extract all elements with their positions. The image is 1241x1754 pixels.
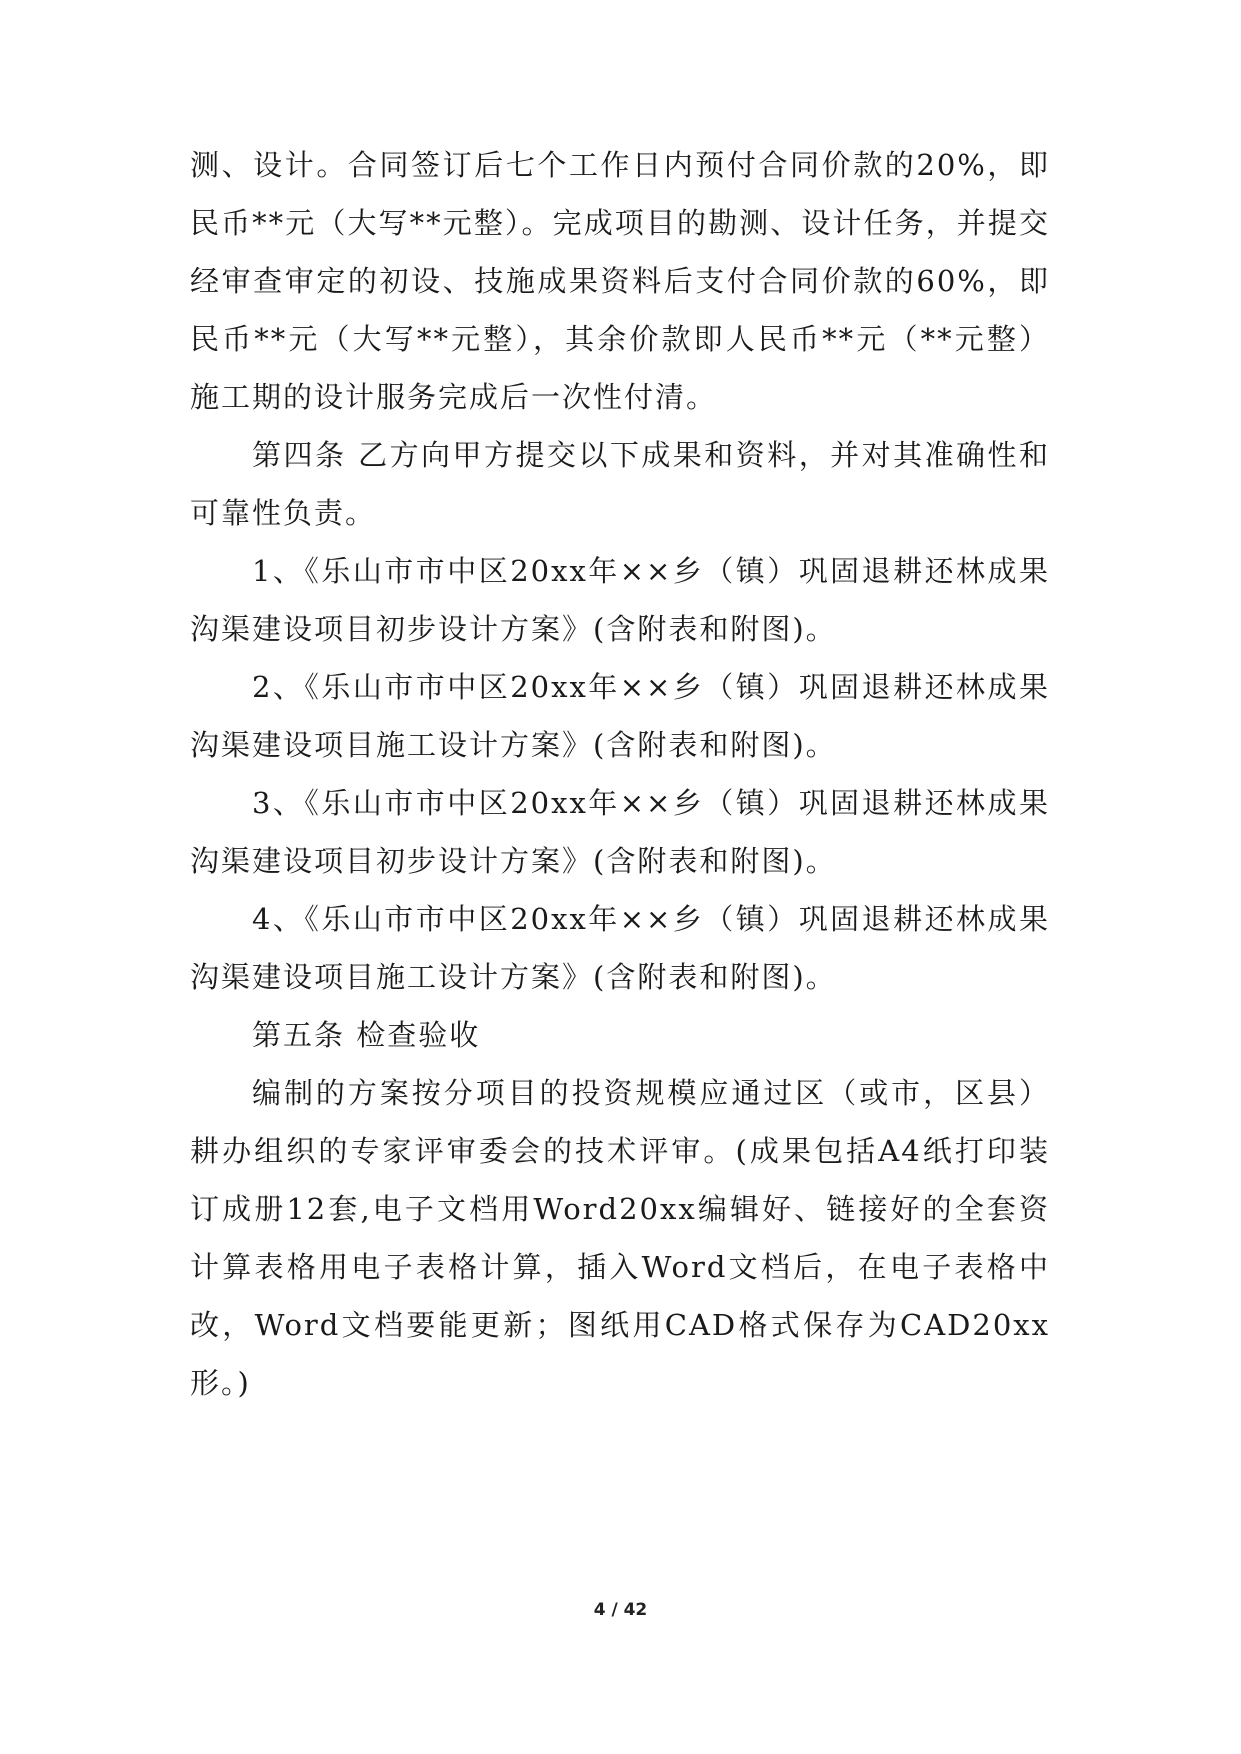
body-text-line: 形。) (190, 1366, 251, 1400)
list-item-1-continuation: 沟渠建设项目初步设计方案》(含附表和附图)。 (190, 612, 837, 646)
list-item-2-continuation: 沟渠建设项目施工设计方案》(含附表和附图)。 (190, 728, 837, 762)
article-five-heading: 第五条 检查验收 (252, 1018, 481, 1052)
article-four-heading: 第四条 乙方向甲方提交以下成果和资料，并对其准确性和 (252, 438, 1050, 472)
list-item-4: 4、《乐山市市中区20xx年××乡（镇）巩固退耕还林成果 (252, 902, 1050, 936)
list-item-2: 2、《乐山市市中区20xx年××乡（镇）巩固退耕还林成果 (252, 670, 1050, 704)
body-text-line: 改，Word文档要能更新；图纸用CAD格式保存为CAD20xx (190, 1308, 1050, 1342)
body-text-line: 民币**元（大写**元整）。完成项目的勘测、设计任务，并提交 (190, 206, 1050, 240)
list-item-3: 3、《乐山市市中区20xx年××乡（镇）巩固退耕还林成果 (252, 786, 1050, 820)
body-text-line: 测、设计。合同签订后七个工作日内预付合同价款的20%，即 (190, 148, 1050, 182)
body-text-line: 编制的方案按分项目的投资规模应通过区（或市，区县） (252, 1076, 1050, 1110)
body-text-line: 可靠性负责。 (190, 496, 377, 530)
body-text-line: 民币**元（大写**元整），其余价款即人民币**元（**元整） (190, 322, 1050, 356)
body-text-line: 计算表格用电子表格计算，插入Word文档后，在电子表格中 (190, 1250, 1050, 1284)
body-text-line: 耕办组织的专家评审委会的技术评审。(成果包括A4纸打印装 (190, 1134, 1050, 1168)
body-text-line: 经审查审定的初设、技施成果资料后支付合同价款的60%，即 (190, 264, 1050, 298)
list-item-3-continuation: 沟渠建设项目初步设计方案》(含附表和附图)。 (190, 844, 837, 878)
page-number: 4 / 42 (593, 1600, 648, 1620)
body-text-line: 施工期的设计服务完成后一次性付清。 (190, 380, 718, 414)
body-text-line: 订成册12套,电子文档用Word20xx编辑好、链接好的全套资 (190, 1192, 1050, 1226)
list-item-1: 1、《乐山市市中区20xx年××乡（镇）巩固退耕还林成果 (252, 554, 1050, 588)
list-item-4-continuation: 沟渠建设项目施工设计方案》(含附表和附图)。 (190, 960, 837, 994)
